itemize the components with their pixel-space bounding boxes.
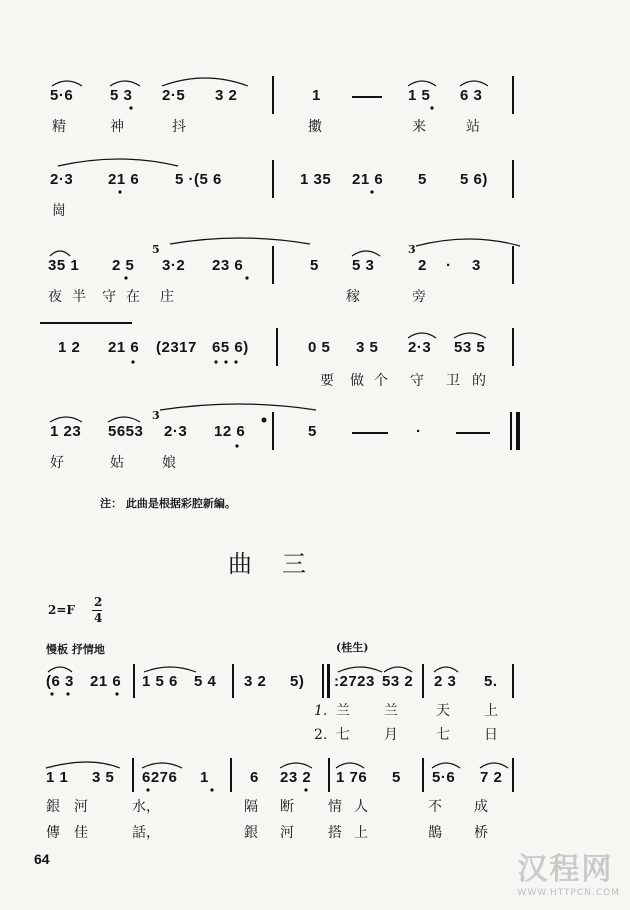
note-group: 2 5: [112, 257, 135, 274]
grace-note: 3: [408, 243, 416, 256]
note-group: 5 ·(5 6: [175, 171, 222, 188]
note-group: 2·5: [162, 87, 186, 104]
slur: [48, 667, 72, 672]
note-group: 5): [290, 673, 305, 690]
lyric: 断: [280, 799, 294, 815]
note-group: 5·6: [432, 769, 456, 786]
lyric: 站: [466, 119, 480, 135]
note-group: 21 6: [352, 171, 384, 188]
note-group: 5 4: [194, 673, 217, 690]
lyric: 旁: [412, 289, 426, 305]
note-group: 7 2: [480, 769, 503, 786]
slur: [50, 251, 70, 256]
lyric: 夜: [48, 289, 62, 305]
note-group: 5 3: [110, 87, 133, 104]
lyric: 不: [428, 799, 442, 815]
lyric: 佳: [74, 825, 88, 841]
verse-number: 1.: [314, 703, 328, 719]
note-group: 5·6: [50, 87, 74, 104]
lyric: 七: [336, 727, 350, 743]
verse-number: 2.: [314, 727, 328, 743]
slur: [170, 238, 310, 244]
tempo-marking: 慢板 抒情地: [46, 643, 105, 656]
lyric: 在: [126, 289, 140, 305]
lyric: 庄: [160, 289, 174, 305]
lyric: 半: [72, 289, 86, 305]
slur: [108, 417, 140, 422]
note-group: 5: [392, 769, 401, 786]
note-group: (6 3: [46, 673, 74, 690]
note-group: 3 5: [356, 339, 379, 356]
note-group: 2·3: [164, 423, 188, 440]
lyric: 七: [436, 727, 450, 743]
note-group: 21 6: [108, 171, 140, 188]
lyric: 鵲: [428, 825, 442, 841]
lyric: 日: [484, 727, 498, 743]
slur: [110, 81, 140, 86]
slur: [352, 251, 380, 256]
slur: [408, 333, 436, 338]
note-group: 23 2: [280, 769, 312, 786]
lyric: 人: [354, 799, 368, 815]
note-group: ·: [446, 257, 452, 274]
note-group: 53 2: [382, 673, 414, 690]
note-group: 2·3: [408, 339, 432, 356]
page-number: 64: [34, 851, 50, 867]
lyric: 的: [472, 373, 486, 389]
note-group: 1 1: [46, 769, 69, 786]
lyric: 擻: [308, 119, 322, 135]
note-group: (2317: [156, 339, 197, 356]
lyric: 好: [50, 455, 64, 471]
slur: [434, 667, 458, 672]
lyric: 水，: [132, 799, 160, 815]
lyric: 兰: [384, 703, 398, 719]
note-group: 6 3: [460, 87, 483, 104]
octave-dots: [50, 106, 433, 791]
slur: [160, 404, 316, 410]
note-group: 3·2: [162, 257, 186, 274]
note-group: 1: [312, 87, 321, 104]
lyric: 銀: [46, 799, 60, 815]
lyric: 河: [280, 825, 294, 841]
note-group: 3: [472, 257, 481, 274]
grace-note: 3: [152, 409, 160, 422]
lyric: 守: [410, 373, 424, 389]
time-denominator: 4: [94, 611, 103, 625]
lyric: 守: [102, 289, 116, 305]
note-group: 6: [250, 769, 259, 786]
slur: [142, 763, 182, 768]
lyric: 稼: [346, 289, 360, 305]
lyric: 天: [436, 703, 450, 719]
note-group: 5.: [484, 673, 498, 690]
lyric: 話，: [132, 825, 160, 841]
slur: [162, 78, 248, 86]
slur: [338, 667, 382, 672]
lyric: 兰: [336, 703, 350, 719]
note-group: 6276: [142, 769, 178, 786]
lyric: 娘: [162, 455, 176, 471]
singer-label: (桂生): [336, 641, 369, 654]
slur: [384, 667, 412, 672]
lyric: 做: [350, 373, 364, 389]
lyric: 抖: [172, 119, 186, 135]
lyric: 姑: [110, 455, 124, 471]
slur: [416, 239, 520, 246]
note-group: :2723: [334, 673, 375, 690]
lyric: 銀: [244, 825, 258, 841]
note-group: 5 6): [460, 171, 488, 188]
lyric: 隔: [244, 799, 258, 815]
note-group: 1 5 6: [142, 673, 178, 690]
lyric: 搭: [328, 825, 342, 841]
section-title: 曲三: [228, 550, 336, 578]
slur: [408, 81, 436, 86]
note-group: 1 76: [336, 769, 368, 786]
note-group: 5: [310, 257, 319, 274]
slur: [280, 763, 312, 768]
note-group: 2·3: [50, 171, 74, 188]
note-group: 35 1: [48, 257, 80, 274]
lyric: 神: [110, 119, 124, 135]
slur: [336, 763, 364, 768]
watermark-brand: 汉程网: [517, 852, 614, 887]
note-group: 5653: [108, 423, 144, 440]
slur: [460, 81, 488, 86]
note-group: 21 6: [90, 673, 122, 690]
note-group: 23 6: [212, 257, 244, 274]
note-group: 1 5: [408, 87, 431, 104]
lyric: 上: [354, 825, 368, 841]
note-group: 2: [418, 257, 427, 274]
lyric: 精: [52, 119, 66, 135]
note-group: 3 5: [92, 769, 115, 786]
note-group: 12 6: [214, 423, 246, 440]
slur: [480, 763, 508, 768]
lyric: 上: [484, 703, 498, 719]
slur: [58, 159, 178, 166]
note-group: 5 3: [352, 257, 375, 274]
key-signature: 2=F: [48, 603, 75, 617]
slur: [50, 417, 82, 422]
note-group: 1 2: [58, 339, 81, 356]
note-group: 5: [418, 171, 427, 188]
note-group: 21 6: [108, 339, 140, 356]
lyric: 桥: [474, 825, 488, 841]
lyric: 成: [474, 799, 488, 815]
slur: [432, 763, 460, 768]
note-group: 5: [308, 423, 317, 440]
lyric: 河: [74, 799, 88, 815]
watermark-url: WWW.HTTPCN.COM: [517, 888, 620, 898]
watermark: [517, 844, 620, 898]
note-group: 3 2: [215, 87, 238, 104]
lyric: 个: [374, 373, 388, 389]
slur: [46, 762, 120, 768]
note-group: 0 5: [308, 339, 331, 356]
lyric: 卫: [446, 373, 460, 389]
note-group: 3 2: [244, 673, 267, 690]
note-group: 1 23: [50, 423, 82, 440]
lyric: 要: [320, 373, 334, 389]
time-numerator: 2: [94, 595, 103, 609]
note-group: 1: [200, 769, 209, 786]
lyric: 月: [384, 727, 398, 743]
note-group: 2 3: [434, 673, 457, 690]
lyric: 来: [412, 119, 426, 135]
slur: [144, 667, 196, 672]
slur: [454, 333, 486, 338]
slur: [52, 81, 82, 86]
note-group: ·: [416, 423, 422, 440]
note-group: 53 5: [454, 339, 486, 356]
lyric: 崗: [52, 203, 66, 219]
lyric: 傳: [46, 825, 60, 841]
lyric: 情: [328, 799, 342, 815]
note-group: 1 35: [300, 171, 332, 188]
grace-note: 5: [152, 243, 160, 256]
footnote: 注： 此曲是根据彩腔新編。: [100, 497, 236, 510]
note-group: 65 6): [212, 339, 249, 356]
